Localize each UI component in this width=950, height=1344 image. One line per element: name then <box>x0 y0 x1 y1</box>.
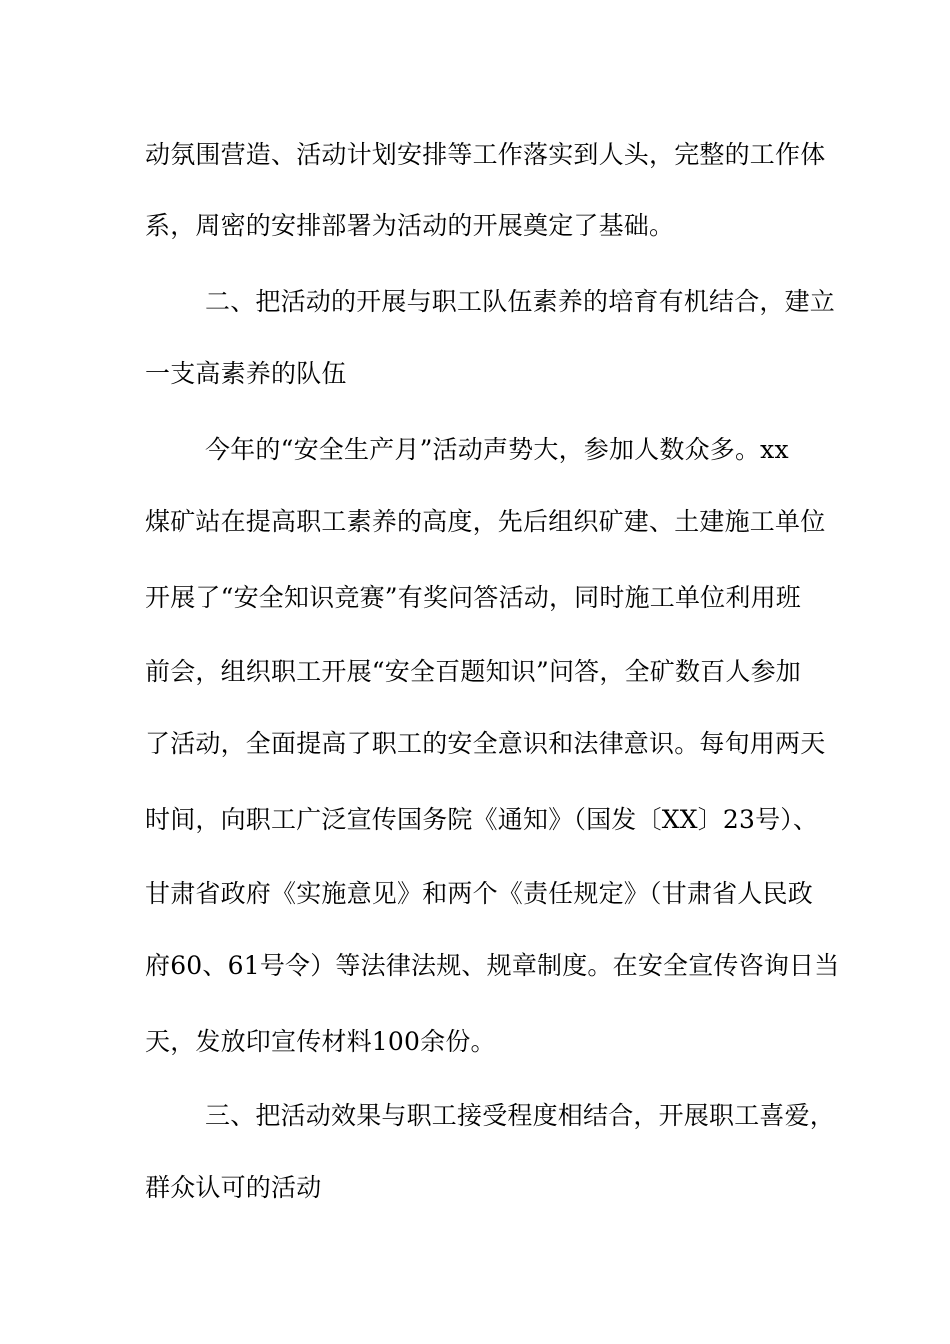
paragraph-line: 动氛围营造、活动计划安排等工作落实到人头，完整的工作体 <box>145 140 826 169</box>
paragraph-line: 了活动，全面提高了职工的安全意识和法律意识。每旬用两天 <box>145 729 826 758</box>
paragraph-line: 时间，向职工广泛宣传国务院《通知》（国发〔XX〕23号）、 <box>145 805 819 834</box>
paragraph-line: 甘肃省政府《实施意见》和两个《责任规定》（甘肃省人民政 <box>145 879 813 908</box>
paragraph-line: 天，发放印宣传材料100余份。 <box>145 1027 496 1056</box>
paragraph-line: 煤矿站在提高职工素养的高度，先后组织矿建、土建施工单位 <box>145 507 826 536</box>
section-heading-2-continued: 一支高素养的队伍 <box>145 359 347 388</box>
section-heading-3: 三、把活动效果与职工接受程度相结合，开展职工喜爱， <box>205 1101 836 1130</box>
section-heading-3-continued: 群众认可的活动 <box>145 1173 322 1202</box>
paragraph-line: 前会，组织职工开展“安全百题知识”问答，全矿数百人参加 <box>145 657 801 686</box>
paragraph-line: 府60、61号令）等法律法规、规章制度。在安全宣传咨询日当 <box>145 951 840 980</box>
paragraph-line: 开展了“安全知识竞赛”有奖问答活动，同时施工单位利用班 <box>145 583 801 612</box>
section-heading-2: 二、把活动的开展与职工队伍素养的培育有机结合，建立 <box>205 287 836 316</box>
paragraph-line: 今年的“安全生产月”活动声势大，参加人数众多。xx <box>205 435 789 464</box>
paragraph-line: 系，周密的安排部署为活动的开展奠定了基础。 <box>145 211 675 240</box>
